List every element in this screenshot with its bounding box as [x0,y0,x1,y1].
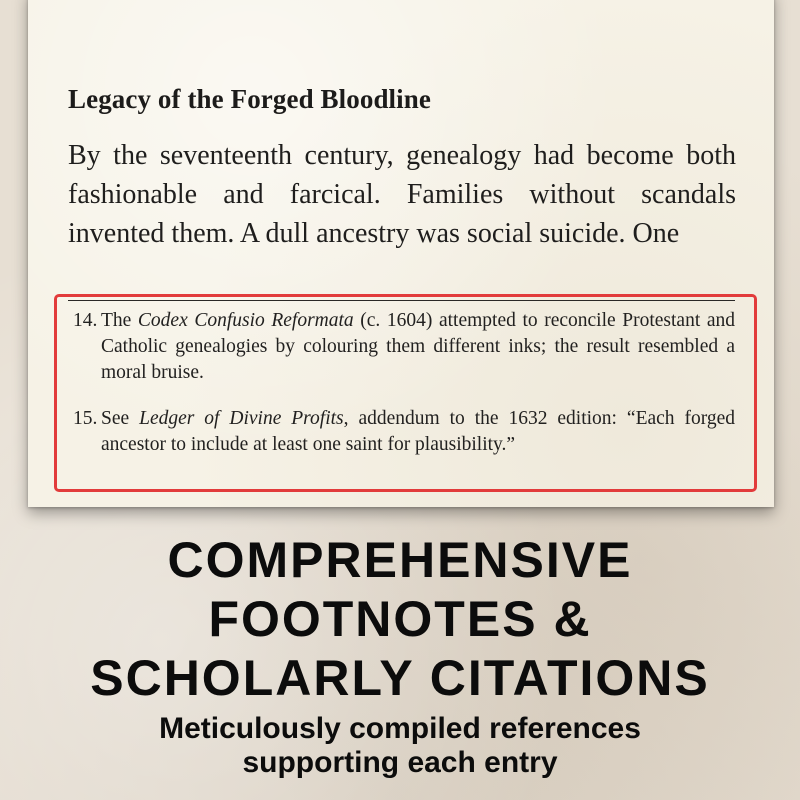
footnote-item [73,406,735,458]
promo-subheadline-line: supporting each entry [242,746,558,779]
footnote-text-rest: , addendum to the 1632 edition: “Each forged ancestor to include at least one saint for plausibility.” [101,408,736,455]
promo-headline-line: SCHOLARLY CITATIONS [90,650,710,706]
footnote-text [101,308,735,386]
footnotes-list [73,308,735,478]
promo-headline-line: FOOTNOTES & [208,591,592,647]
book-page [28,0,774,507]
footnote-divider [68,300,735,301]
promo-headline-line: COMPREHENSIVE [167,532,633,588]
footnote-text-lead: The [101,310,138,331]
promo-subheadline-line: Meticulously compiled references [159,712,641,745]
footnote-text-lead: See [101,408,140,429]
footnote-cited-title: Codex Confusio Reformata [137,310,354,331]
footnote-item [73,308,735,386]
body-paragraph: By the seventeenth century, genealogy had become both fashionable and farcical. Families without scandals invented them. A dull ancestry was social suicide. One [68,140,736,249]
footnote-text-rest: (c. 1604) attempted to reconcile Protestant and Catholic genealogies by colouring them different inks; the result resembled a moral bruise. [101,310,735,383]
section-heading: Legacy of the Forged Bloodline [68,84,431,114]
promo-headline [0,531,800,708]
footnote-number: 14. [73,310,98,331]
footnote-number: 15. [73,408,98,429]
promo-subheadline [0,712,800,780]
footnote-text [101,406,735,458]
footnote-cited-title: Ledger of Divine Profits [139,408,344,429]
